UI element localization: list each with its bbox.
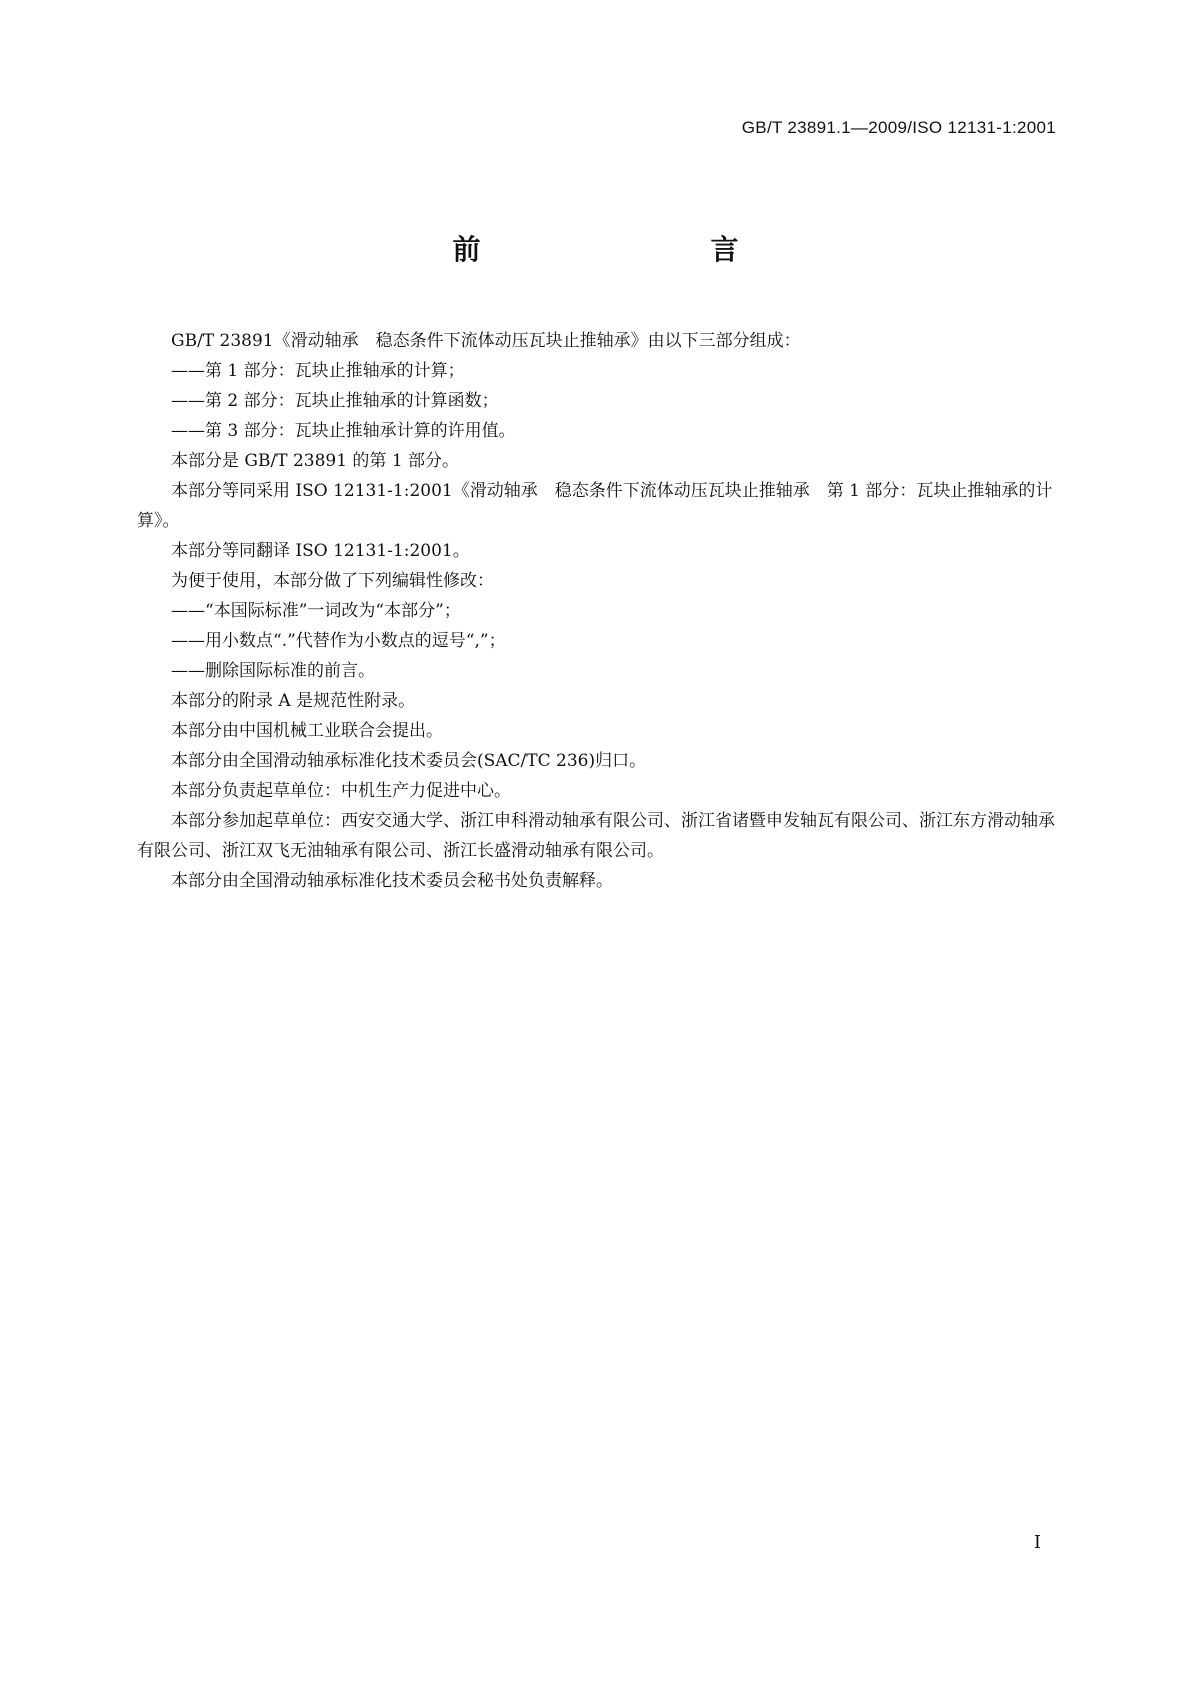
paragraph: 本部分是 GB/T 23891 的第 1 部分。 xyxy=(171,451,460,471)
paragraph: ——用小数点“.”代替作为小数点的逗号“,”； xyxy=(171,631,506,651)
page-title: 前 言 xyxy=(452,233,797,266)
paragraph: 本部分由全国滑动轴承标准化技术委员会(SAC/TC 236)归口。 xyxy=(171,751,647,771)
standard-code: GB/T 23891.1—2009/ISO 12131-1:2001 xyxy=(741,118,1056,137)
paragraph: 本部分等同翻译 ISO 12131-1:2001。 xyxy=(171,541,470,561)
paragraph: 本部分由中国机械工业联合会提出。 xyxy=(171,721,443,741)
paragraph: 为便于使用，本部分做了下列编辑性修改： xyxy=(171,571,494,591)
paragraph: ——删除国际标准的前言。 xyxy=(171,661,375,681)
page-number: I xyxy=(1033,1532,1041,1553)
foreword-body xyxy=(137,326,1055,896)
paragraph: ——第 2 部分：瓦块止推轴承的计算函数； xyxy=(171,391,499,411)
paragraph: 本部分参加起草单位：西安交通大学、浙江申科滑动轴承有限公司、浙江省诸暨申发轴瓦有限公司、浙江东方滑动轴承有限公司、浙江双飞无油轴承有限公司、浙江长盛滑动轴承有限公司。 xyxy=(137,811,1055,861)
paragraph: GB/T 23891《滑动轴承 稳态条件下流体动压瓦块止推轴承》由以下三部分组成： xyxy=(171,331,801,351)
paragraph: 本部分的附录 A 是规范性附录。 xyxy=(171,691,416,711)
paragraph: ——第 1 部分：瓦块止推轴承的计算； xyxy=(171,361,465,381)
paragraph: 本部分等同采用 ISO 12131-1:2001《滑动轴承 稳态条件下流体动压瓦块止推轴承 第 1 部分：瓦块止推轴承的计算》。 xyxy=(137,481,1053,531)
paragraph: ——“本国际标准”一词改为“本部分”； xyxy=(171,601,461,621)
paragraph: 本部分由全国滑动轴承标准化技术委员会秘书处负责解释。 xyxy=(171,871,613,891)
paragraph: 本部分负责起草单位：中机生产力促进中心。 xyxy=(171,781,511,801)
paragraph: ——第 3 部分：瓦块止推轴承计算的许用值。 xyxy=(171,421,516,441)
